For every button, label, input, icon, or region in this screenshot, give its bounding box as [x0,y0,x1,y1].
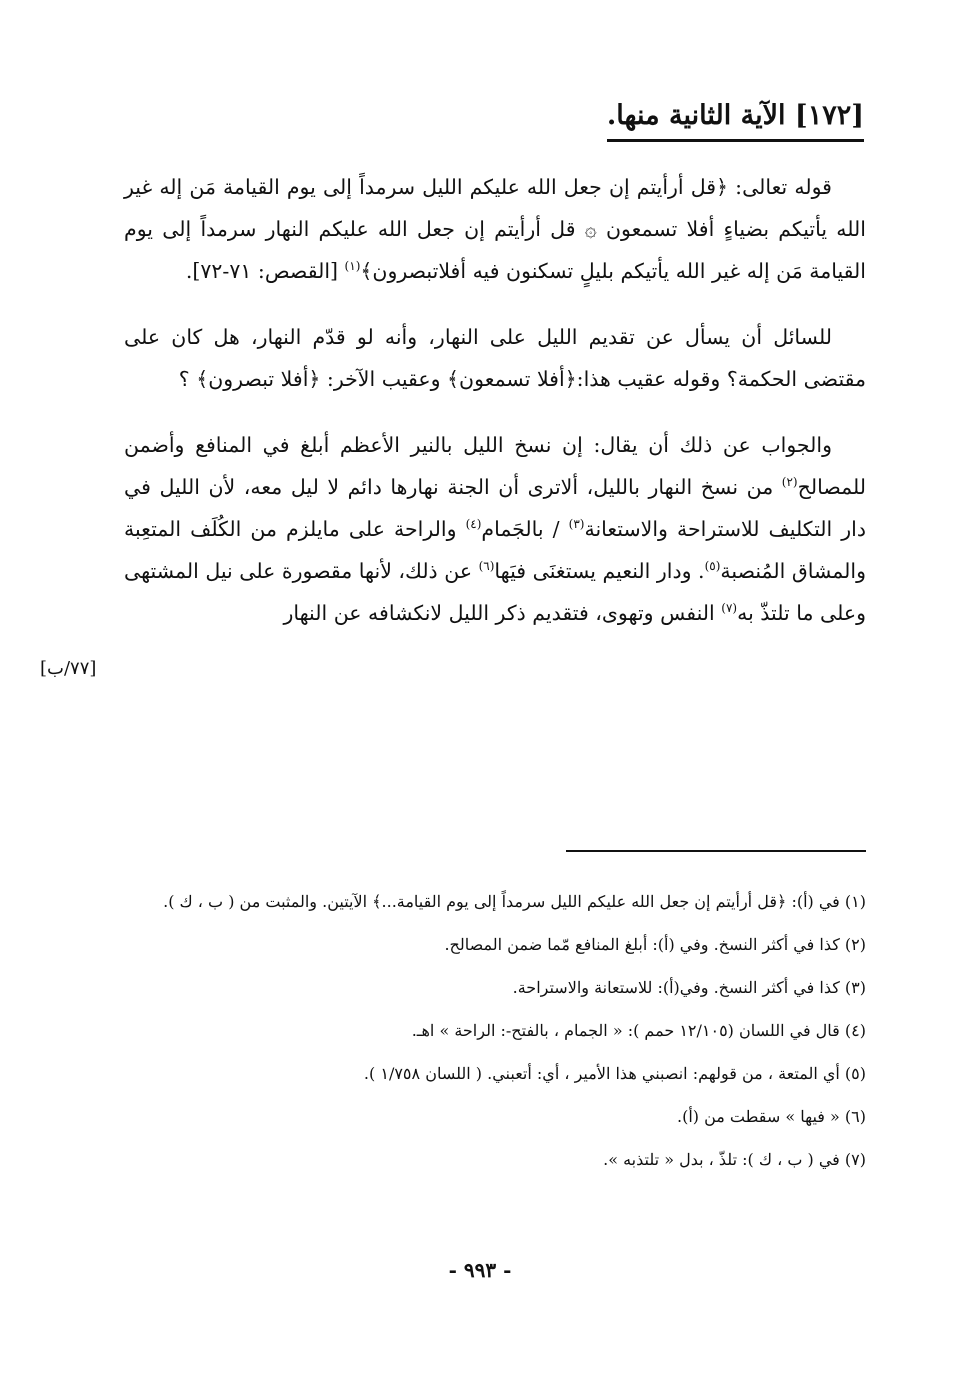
answer-part-7: النفس وتهوى، فتقديم ذكر الليل لانكشافه عن النهار [283,601,715,625]
note-ref-2: (٢) [781,475,798,490]
footnote-4: (٤) قال في اللسان (١٢/١٠٥ حمم ): « الجمام ، بالفتح-: الراحة » اهـ. [411,1021,866,1040]
section-heading: [١٧٢] الآية الثانية منها. [607,100,864,142]
footnote-separator [566,850,866,852]
answer-part-3: / بالجَمام [481,517,560,541]
paragraph-verse [124,166,866,292]
manuscript-folio-marker: [٧٧/ب] [40,658,97,679]
verse-citation: [القصص: ٧١-٧٢]. [185,259,339,283]
footnote-5: (٥) أي المتعة ، من قولهم: انصبني هذا الأمير ، أي: أتعبني. ( اللسان ١/٧٥٨ ). [363,1064,866,1083]
answer-part-2: من نسخ النهار بالليل، ألاترى أن الجنة نهارها دائم لا ليل معه، لأن الليل في دار التكليف للاستراحة والاستعانة [124,475,866,541]
answer-part-4: والراحة على مايلزم من الكُلَف المتعِبة والمشاق المُنصبة [124,517,866,583]
footnote-6: (٦) « فيها » سقطت من (أ). [676,1107,866,1126]
footnote-3: (٣) كذا في أكثر النسخ. وفي(أ): للاستعانة والاستراحة. [512,978,866,997]
note-ref-1: (١) [344,259,361,274]
verse-text: قوله تعالى: ﴿قل أرأيتم إن جعل الله عليكم الليل سرمداً إلى يوم القيامة مَن إله غير الله يأتيكم بضياءٍ أفلا تسمعون ۞ قل أرأيتم إن جعل الله عليكم النهار سرمداً إلى يوم القيامة مَن إله غير الله يأتيكم بليلٍ تسكنون فيه أفلاتبصرون﴾ [124,175,867,283]
footnote-2: (٢) كذا في أكثر النسخ. وفي (أ): أبلغ المنافع مّما ضمن المصالح. [444,935,866,954]
footnotes [118,880,866,1181]
answer-part-1: والجواب عن ذلك أن يقال: إن نسخ الليل بالنير الأعظم أبلغ في المنافع وأضمن للمصالح [124,433,866,499]
note-ref-6: (٦) [478,559,495,574]
answer-part-5: . ودار النعيم يستغنَى فيَها [494,559,705,583]
note-ref-4: (٤) [465,517,482,532]
note-ref-3: (٣) [568,517,585,532]
page-number: - ٩٩٣ - [448,1258,512,1282]
footnote-1: (١) في (أ): ﴿قل أرأيتم إن جعل الله عليكم الليل سرمداً إلى يوم القيامة...﴾ الآيتين. والمثبت من ( ب ، ك ). [163,892,866,911]
footnote-7: (٧) في ( ب ، ك ): تلذّ ، بدل « تلتذبه ». [603,1150,866,1169]
main-text [124,166,866,658]
note-ref-5: (٥) [704,559,721,574]
note-ref-7: (٧) [721,601,738,616]
paragraph-question: للسائل أن يسأل عن تقديم الليل على النهار، وأنه لو قدّم النهار، هل كان على مقتضى الحكمة؟ وقوله عقيب هذا:﴿أفلا تسمعون﴾ وعقيب الآخر: ﴿أفلا تبصرون﴾ ؟ [124,325,866,391]
paragraph-answer [124,424,866,634]
answer-part-6: عن ذلك، لأنها مقصورة على نيل المشتهى وعلى ما تلتذّ به [124,559,866,625]
